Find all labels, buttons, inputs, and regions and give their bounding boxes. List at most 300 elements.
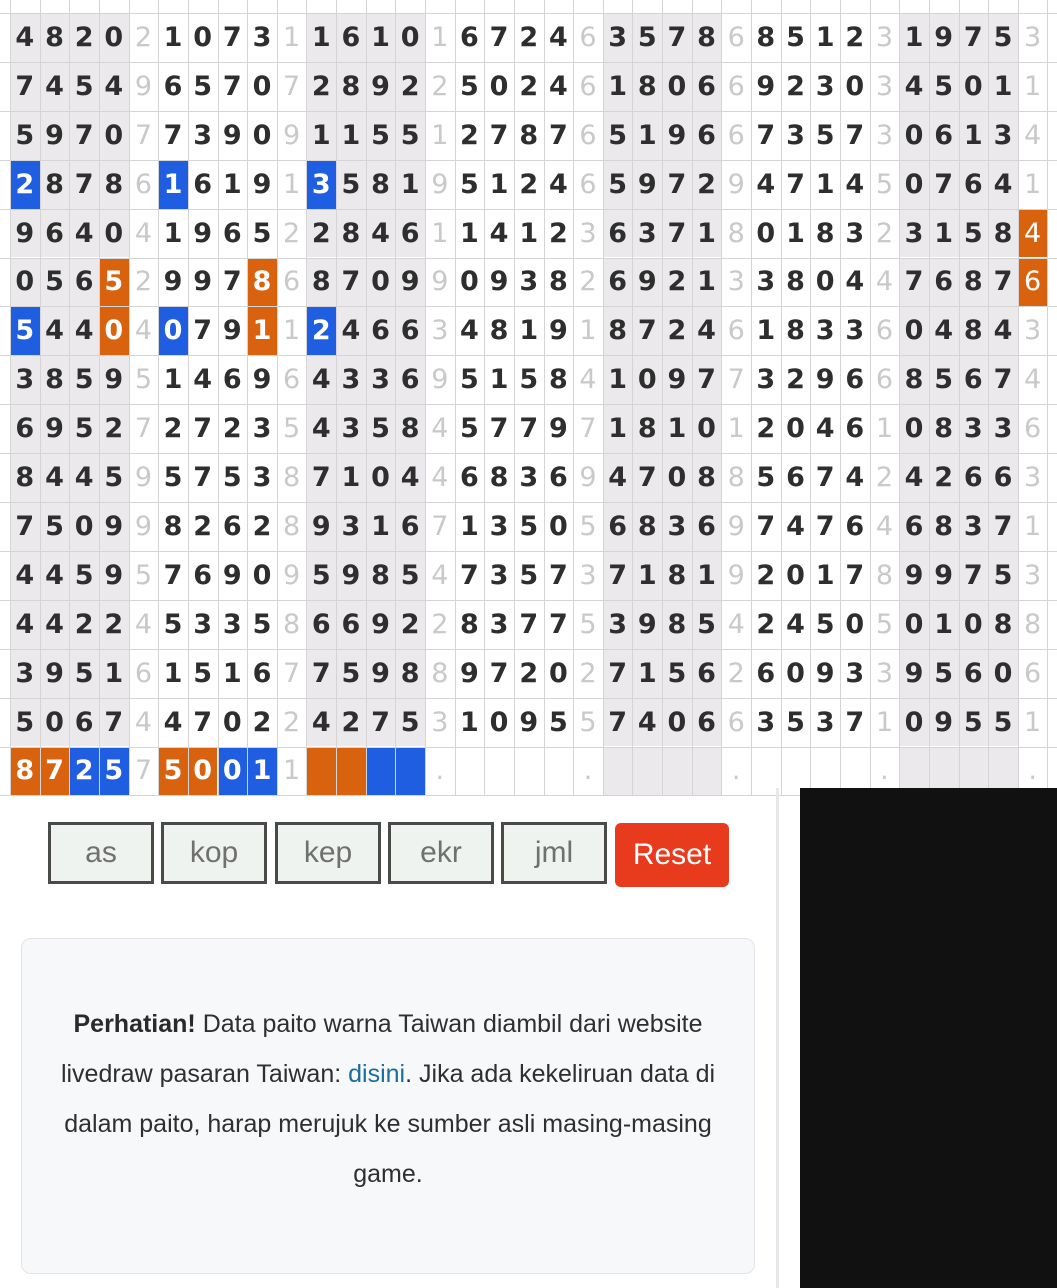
- result-digit[interactable]: 6: [45, 217, 64, 249]
- result-digit[interactable]: 7: [934, 168, 954, 200]
- result-digit[interactable]: 1: [993, 70, 1013, 102]
- separator-digit[interactable]: 6: [134, 657, 152, 689]
- separator-digit[interactable]: 1: [431, 119, 449, 151]
- result-digit[interactable]: 4: [845, 266, 865, 298]
- separator-digit[interactable]: 3: [875, 119, 893, 151]
- result-digit[interactable]: 1: [489, 168, 509, 200]
- result-digit[interactable]: [632, 747, 662, 796]
- result-digit[interactable]: 7: [993, 266, 1013, 298]
- result-digit[interactable]: 7: [548, 119, 568, 151]
- separator-digit[interactable]: 5: [283, 413, 301, 445]
- result-digit[interactable]: 6: [193, 168, 213, 200]
- result-digit[interactable]: 1: [904, 21, 924, 53]
- separator-digit[interactable]: 9: [431, 266, 449, 298]
- result-digit[interactable]: 3: [252, 21, 272, 53]
- separator-digit[interactable]: 2: [727, 657, 745, 689]
- separator-digit[interactable]: 1: [431, 217, 449, 249]
- result-digit[interactable]: 7: [163, 119, 183, 151]
- separator-digit[interactable]: 5: [579, 510, 597, 542]
- result-digit[interactable]: 2: [845, 21, 865, 53]
- result-digit[interactable]: 8: [10, 747, 40, 796]
- result-digit[interactable]: 0: [786, 413, 805, 445]
- result-digit[interactable]: 9: [637, 608, 657, 640]
- separator-digit[interactable]: 1: [283, 21, 301, 53]
- result-digit[interactable]: 6: [934, 119, 954, 151]
- result-digit[interactable]: 5: [548, 706, 568, 738]
- result-digit[interactable]: 0: [667, 706, 687, 738]
- result-digit[interactable]: 5: [252, 217, 272, 249]
- separator-digit[interactable]: 6: [727, 119, 745, 151]
- result-digit[interactable]: 5: [667, 657, 687, 689]
- separator-digit[interactable]: 4: [134, 608, 152, 640]
- result-digit[interactable]: 1: [934, 608, 954, 640]
- result-digit[interactable]: 0: [845, 70, 865, 102]
- result-digit[interactable]: 2: [69, 747, 99, 796]
- result-digit[interactable]: 7: [815, 462, 835, 494]
- result-digit[interactable]: 3: [222, 608, 242, 640]
- result-digit[interactable]: 6: [222, 364, 242, 396]
- result-digit[interactable]: 0: [460, 266, 479, 298]
- result-digit[interactable]: 5: [756, 462, 776, 494]
- separator-digit[interactable]: 4: [1024, 364, 1042, 396]
- result-digit[interactable]: 4: [193, 364, 213, 396]
- separator-digit[interactable]: 6: [1024, 413, 1042, 445]
- separator-digit[interactable]: .: [1028, 755, 1037, 787]
- result-digit[interactable]: 9: [371, 608, 390, 640]
- result-digit[interactable]: 5: [193, 657, 213, 689]
- result-digit[interactable]: 7: [489, 119, 509, 151]
- result-digit[interactable]: 1: [786, 217, 805, 249]
- result-digit[interactable]: 8: [400, 657, 420, 689]
- separator-digit[interactable]: 1: [1024, 510, 1042, 542]
- result-digit[interactable]: 6: [756, 657, 776, 689]
- result-digit[interactable]: 5: [104, 462, 124, 494]
- result-digit[interactable]: 5: [74, 413, 94, 445]
- result-digit[interactable]: 2: [786, 70, 805, 102]
- result-digit[interactable]: 7: [637, 462, 657, 494]
- result-digit[interactable]: 0: [252, 119, 272, 151]
- result-digit[interactable]: 6: [697, 657, 716, 689]
- result-digit[interactable]: 4: [15, 21, 35, 53]
- result-digit[interactable]: 5: [786, 706, 805, 738]
- result-digit[interactable]: 4: [311, 364, 331, 396]
- result-digit[interactable]: 3: [519, 462, 539, 494]
- separator-digit[interactable]: 7: [727, 364, 745, 396]
- separator-digit[interactable]: 3: [727, 266, 745, 298]
- result-digit[interactable]: 7: [341, 266, 361, 298]
- result-digit[interactable]: 7: [993, 510, 1013, 542]
- result-digit[interactable]: 9: [371, 70, 390, 102]
- result-digit[interactable]: 2: [104, 608, 124, 640]
- result-digit[interactable]: 3: [193, 608, 213, 640]
- separator-digit[interactable]: 4: [875, 266, 893, 298]
- separator-digit[interactable]: 3: [1024, 315, 1042, 347]
- result-digit[interactable]: 2: [667, 266, 687, 298]
- result-digit[interactable]: 4: [45, 70, 64, 102]
- result-digit[interactable]: 3: [15, 657, 35, 689]
- result-digit[interactable]: 0: [904, 706, 924, 738]
- result-digit[interactable]: 5: [45, 510, 64, 542]
- separator-digit[interactable]: 2: [431, 70, 449, 102]
- result-digit[interactable]: 4: [993, 168, 1013, 200]
- result-digit[interactable]: 3: [489, 608, 509, 640]
- result-digit[interactable]: 3: [845, 657, 865, 689]
- result-digit[interactable]: 5: [15, 119, 35, 151]
- result-digit[interactable]: 1: [637, 657, 657, 689]
- result-digit[interactable]: 8: [45, 364, 64, 396]
- result-digit[interactable]: 2: [756, 559, 776, 591]
- result-digit[interactable]: 1: [311, 119, 331, 151]
- result-digit[interactable]: 7: [74, 119, 94, 151]
- result-digit[interactable]: 8: [963, 315, 983, 347]
- separator-digit[interactable]: 7: [134, 755, 152, 787]
- separator-digit[interactable]: 6: [579, 21, 597, 53]
- result-digit[interactable]: 2: [163, 413, 183, 445]
- result-digit[interactable]: 9: [400, 266, 420, 298]
- result-digit[interactable]: 1: [341, 119, 361, 151]
- result-digit[interactable]: 0: [45, 706, 64, 738]
- result-digit[interactable]: 9: [163, 266, 183, 298]
- pos-input-jml[interactable]: jml: [501, 822, 607, 884]
- result-digit[interactable]: 2: [519, 657, 539, 689]
- result-digit[interactable]: 5: [158, 747, 188, 796]
- result-digit[interactable]: 7: [963, 559, 983, 591]
- result-digit[interactable]: 9: [815, 657, 835, 689]
- separator-digit[interactable]: 6: [283, 364, 301, 396]
- result-digit[interactable]: 3: [667, 510, 687, 542]
- result-digit[interactable]: 7: [193, 315, 213, 347]
- separator-digit[interactable]: 1: [283, 755, 301, 787]
- result-digit[interactable]: 5: [400, 559, 420, 591]
- separator-digit[interactable]: 8: [875, 559, 893, 591]
- result-digit[interactable]: 6: [74, 706, 94, 738]
- result-digit[interactable]: 1: [247, 306, 277, 355]
- separator-digit[interactable]: .: [583, 755, 593, 787]
- result-digit[interactable]: 9: [222, 315, 242, 347]
- result-digit[interactable]: 8: [963, 266, 983, 298]
- result-digit[interactable]: 8: [786, 266, 805, 298]
- separator-digit[interactable]: 9: [283, 559, 301, 591]
- result-digit[interactable]: 1: [815, 559, 835, 591]
- result-digit[interactable]: 3: [756, 266, 776, 298]
- result-digit[interactable]: 4: [904, 462, 924, 494]
- result-digit[interactable]: 1: [247, 747, 277, 796]
- separator-digit[interactable]: 1: [875, 706, 893, 738]
- result-digit[interactable]: 9: [934, 21, 954, 53]
- result-digit[interactable]: 3: [963, 413, 983, 445]
- result-digit[interactable]: 7: [193, 462, 213, 494]
- result-digit[interactable]: 5: [341, 168, 361, 200]
- result-digit[interactable]: 7: [519, 413, 539, 445]
- result-digit[interactable]: 7: [74, 168, 94, 200]
- separator-digit[interactable]: 6: [875, 364, 893, 396]
- result-digit[interactable]: 7: [756, 119, 776, 151]
- result-digit[interactable]: 4: [815, 413, 835, 445]
- separator-digit[interactable]: 9: [134, 462, 152, 494]
- result-digit[interactable]: 2: [252, 510, 272, 542]
- result-digit[interactable]: 2: [697, 168, 716, 200]
- separator-digit[interactable]: 5: [579, 608, 597, 640]
- result-digit[interactable]: 3: [252, 462, 272, 494]
- result-digit[interactable]: 3: [815, 315, 835, 347]
- separator-digit[interactable]: 9: [727, 168, 745, 200]
- separator-digit[interactable]: 2: [134, 266, 152, 298]
- separator-digit[interactable]: 4: [1024, 119, 1042, 151]
- result-digit[interactable]: [662, 747, 692, 796]
- separator-digit[interactable]: .: [435, 755, 445, 787]
- result-digit[interactable]: 3: [756, 706, 776, 738]
- result-digit[interactable]: 2: [311, 217, 331, 249]
- separator-digit[interactable]: 6: [727, 315, 745, 347]
- separator-digit[interactable]: 9: [727, 510, 745, 542]
- result-digit[interactable]: 9: [548, 315, 568, 347]
- result-digit[interactable]: 3: [341, 364, 361, 396]
- result-digit[interactable]: 7: [193, 413, 213, 445]
- result-digit[interactable]: 5: [15, 706, 35, 738]
- separator-digit[interactable]: .: [731, 755, 741, 787]
- result-digit[interactable]: 8: [548, 364, 568, 396]
- result-digit[interactable]: 9: [548, 413, 568, 445]
- result-digit[interactable]: 4: [904, 70, 924, 102]
- result-digit[interactable]: 0: [786, 559, 805, 591]
- separator-digit[interactable]: 7: [134, 119, 152, 151]
- result-digit[interactable]: 8: [697, 21, 716, 53]
- result-digit[interactable]: 1: [460, 706, 479, 738]
- result-digit[interactable]: 8: [697, 462, 716, 494]
- result-digit[interactable]: 3: [371, 364, 390, 396]
- result-digit[interactable]: 0: [158, 306, 188, 355]
- result-digit[interactable]: 9: [637, 266, 657, 298]
- separator-digit[interactable]: .: [880, 755, 889, 787]
- result-digit[interactable]: 9: [667, 364, 687, 396]
- result-digit[interactable]: 7: [637, 315, 657, 347]
- result-digit[interactable]: 6: [845, 364, 865, 396]
- result-digit[interactable]: 1: [163, 657, 183, 689]
- result-digit[interactable]: 6: [608, 217, 628, 249]
- result-digit[interactable]: 8: [667, 608, 687, 640]
- separator-digit[interactable]: 3: [875, 70, 893, 102]
- result-digit[interactable]: 4: [460, 315, 479, 347]
- separator-digit[interactable]: 2: [579, 266, 597, 298]
- separator-digit[interactable]: 4: [579, 364, 597, 396]
- result-digit[interactable]: 5: [993, 706, 1013, 738]
- separator-digit[interactable]: 9: [431, 168, 449, 200]
- pos-input-kep[interactable]: kep: [275, 822, 381, 884]
- result-digit[interactable]: 3: [786, 119, 805, 151]
- result-digit[interactable]: 0: [904, 168, 924, 200]
- result-digit[interactable]: 8: [341, 70, 361, 102]
- result-digit[interactable]: 4: [400, 462, 420, 494]
- result-digit[interactable]: 3: [756, 364, 776, 396]
- result-digit[interactable]: 5: [74, 657, 94, 689]
- result-digit[interactable]: 0: [104, 217, 124, 249]
- result-digit[interactable]: 3: [963, 510, 983, 542]
- result-digit[interactable]: [306, 747, 336, 796]
- result-digit[interactable]: 1: [697, 266, 716, 298]
- separator-digit[interactable]: 1: [875, 413, 893, 445]
- result-digit[interactable]: 7: [489, 21, 509, 53]
- result-digit[interactable]: 2: [104, 413, 124, 445]
- result-digit[interactable]: 9: [104, 559, 124, 591]
- result-digit[interactable]: 7: [548, 608, 568, 640]
- separator-digit[interactable]: 4: [134, 315, 152, 347]
- result-digit[interactable]: 3: [815, 70, 835, 102]
- result-digit[interactable]: 0: [99, 306, 129, 355]
- result-digit[interactable]: 3: [193, 119, 213, 151]
- result-digit[interactable]: 7: [756, 510, 776, 542]
- result-digit[interactable]: 2: [400, 70, 420, 102]
- result-digit[interactable]: 0: [489, 706, 509, 738]
- result-digit[interactable]: 5: [934, 70, 954, 102]
- separator-digit[interactable]: 1: [1024, 70, 1042, 102]
- result-digit[interactable]: 3: [15, 364, 35, 396]
- result-digit[interactable]: 0: [667, 70, 687, 102]
- separator-digit[interactable]: 3: [1024, 21, 1042, 53]
- separator-digit[interactable]: 8: [283, 462, 301, 494]
- result-digit[interactable]: 6: [460, 462, 479, 494]
- result-digit[interactable]: 1: [519, 217, 539, 249]
- result-digit[interactable]: 8: [934, 413, 954, 445]
- result-digit[interactable]: 3: [637, 217, 657, 249]
- result-digit[interactable]: [603, 747, 633, 796]
- result-digit[interactable]: 1: [608, 70, 628, 102]
- separator-digit[interactable]: 4: [431, 462, 449, 494]
- result-digit[interactable]: 7: [193, 706, 213, 738]
- result-digit[interactable]: 1: [963, 119, 983, 151]
- result-digit[interactable]: 8: [667, 559, 687, 591]
- result-digit[interactable]: 5: [371, 413, 390, 445]
- result-digit[interactable]: [455, 747, 485, 796]
- result-digit[interactable]: 0: [489, 70, 509, 102]
- result-digit[interactable]: 5: [519, 510, 539, 542]
- result-digit[interactable]: 3: [608, 21, 628, 53]
- result-digit[interactable]: 4: [637, 706, 657, 738]
- result-digit[interactable]: 0: [400, 21, 420, 53]
- result-digit[interactable]: 7: [489, 413, 509, 445]
- result-digit[interactable]: 3: [845, 217, 865, 249]
- result-digit[interactable]: 3: [341, 413, 361, 445]
- result-digit[interactable]: 9: [45, 413, 64, 445]
- result-digit[interactable]: 9: [252, 364, 272, 396]
- source-link[interactable]: disini: [348, 1060, 406, 1088]
- result-digit[interactable]: 2: [306, 306, 336, 355]
- pos-input-ekr[interactable]: ekr: [388, 822, 494, 884]
- result-digit[interactable]: 7: [904, 266, 924, 298]
- separator-digit[interactable]: 3: [1024, 462, 1042, 494]
- result-digit[interactable]: 9: [104, 510, 124, 542]
- result-digit[interactable]: 5: [400, 706, 420, 738]
- result-digit[interactable]: 3: [993, 119, 1013, 151]
- result-digit[interactable]: 0: [756, 217, 776, 249]
- separator-digit[interactable]: 6: [727, 21, 745, 53]
- result-digit[interactable]: [514, 747, 544, 796]
- result-digit[interactable]: 1: [934, 217, 954, 249]
- result-digit[interactable]: 7: [371, 706, 390, 738]
- result-digit[interactable]: 1: [608, 413, 628, 445]
- result-digit[interactable]: 9: [311, 510, 331, 542]
- result-digit[interactable]: 3: [489, 510, 509, 542]
- result-digit[interactable]: 1: [519, 315, 539, 347]
- result-digit[interactable]: 5: [371, 119, 390, 151]
- result-digit[interactable]: 9: [104, 364, 124, 396]
- result-digit[interactable]: 4: [845, 462, 865, 494]
- result-digit[interactable]: 4: [15, 559, 35, 591]
- result-digit[interactable]: 0: [188, 747, 218, 796]
- result-digit[interactable]: 5: [99, 747, 129, 796]
- result-digit[interactable]: 1: [697, 559, 716, 591]
- result-digit[interactable]: 4: [74, 462, 94, 494]
- result-digit[interactable]: 6: [963, 462, 983, 494]
- result-digit[interactable]: 4: [311, 413, 331, 445]
- result-digit[interactable]: 0: [371, 266, 390, 298]
- result-digit[interactable]: 0: [548, 657, 568, 689]
- separator-digit[interactable]: 2: [283, 217, 301, 249]
- result-digit[interactable]: 8: [311, 266, 331, 298]
- result-digit[interactable]: 7: [667, 21, 687, 53]
- result-digit[interactable]: 9: [45, 119, 64, 151]
- result-digit[interactable]: 0: [637, 364, 657, 396]
- result-digit[interactable]: 4: [45, 315, 64, 347]
- separator-digit[interactable]: 3: [579, 217, 597, 249]
- separator-digit[interactable]: 9: [431, 364, 449, 396]
- result-digit[interactable]: 5: [934, 364, 954, 396]
- result-digit[interactable]: [336, 747, 366, 796]
- result-digit[interactable]: 7: [815, 510, 835, 542]
- result-digit[interactable]: [484, 747, 514, 796]
- result-digit[interactable]: 4: [45, 462, 64, 494]
- result-digit[interactable]: 8: [15, 462, 35, 494]
- result-digit[interactable]: 2: [519, 70, 539, 102]
- separator-digit[interactable]: 7: [579, 413, 597, 445]
- result-digit[interactable]: 7: [608, 559, 628, 591]
- result-digit[interactable]: 9: [519, 706, 539, 738]
- result-digit[interactable]: 5: [963, 706, 983, 738]
- result-digit[interactable]: 8: [489, 315, 509, 347]
- result-digit[interactable]: 0: [252, 559, 272, 591]
- result-digit[interactable]: 6: [963, 168, 983, 200]
- result-digit[interactable]: 1: [163, 364, 183, 396]
- result-digit[interactable]: 1: [815, 21, 835, 53]
- result-digit[interactable]: 2: [519, 21, 539, 53]
- result-digit[interactable]: 5: [963, 217, 983, 249]
- separator-digit[interactable]: 4: [875, 510, 893, 542]
- result-digit[interactable]: 7: [311, 657, 331, 689]
- separator-digit[interactable]: 2: [431, 608, 449, 640]
- result-digit[interactable]: 5: [74, 364, 94, 396]
- result-digit[interactable]: 6: [400, 510, 420, 542]
- result-digit[interactable]: 2: [786, 364, 805, 396]
- result-digit[interactable]: 8: [904, 364, 924, 396]
- result-digit[interactable]: 3: [341, 510, 361, 542]
- result-digit[interactable]: 1: [371, 21, 390, 53]
- result-digit[interactable]: 4: [548, 70, 568, 102]
- result-digit[interactable]: 3: [306, 160, 336, 209]
- result-digit[interactable]: 8: [400, 413, 420, 445]
- result-digit[interactable]: 8: [934, 510, 954, 542]
- separator-digit[interactable]: 8: [283, 510, 301, 542]
- result-digit[interactable]: 7: [489, 657, 509, 689]
- result-digit[interactable]: 4: [697, 315, 716, 347]
- result-digit[interactable]: 5: [460, 168, 479, 200]
- result-digit[interactable]: 4: [163, 706, 183, 738]
- separator-digit[interactable]: 6: [579, 70, 597, 102]
- result-digit[interactable]: 4: [45, 559, 64, 591]
- result-digit[interactable]: 5: [519, 364, 539, 396]
- result-digit[interactable]: 6: [697, 119, 716, 151]
- result-digit[interactable]: 6: [548, 462, 568, 494]
- result-digit[interactable]: 9: [934, 706, 954, 738]
- result-digit[interactable]: 9: [934, 559, 954, 591]
